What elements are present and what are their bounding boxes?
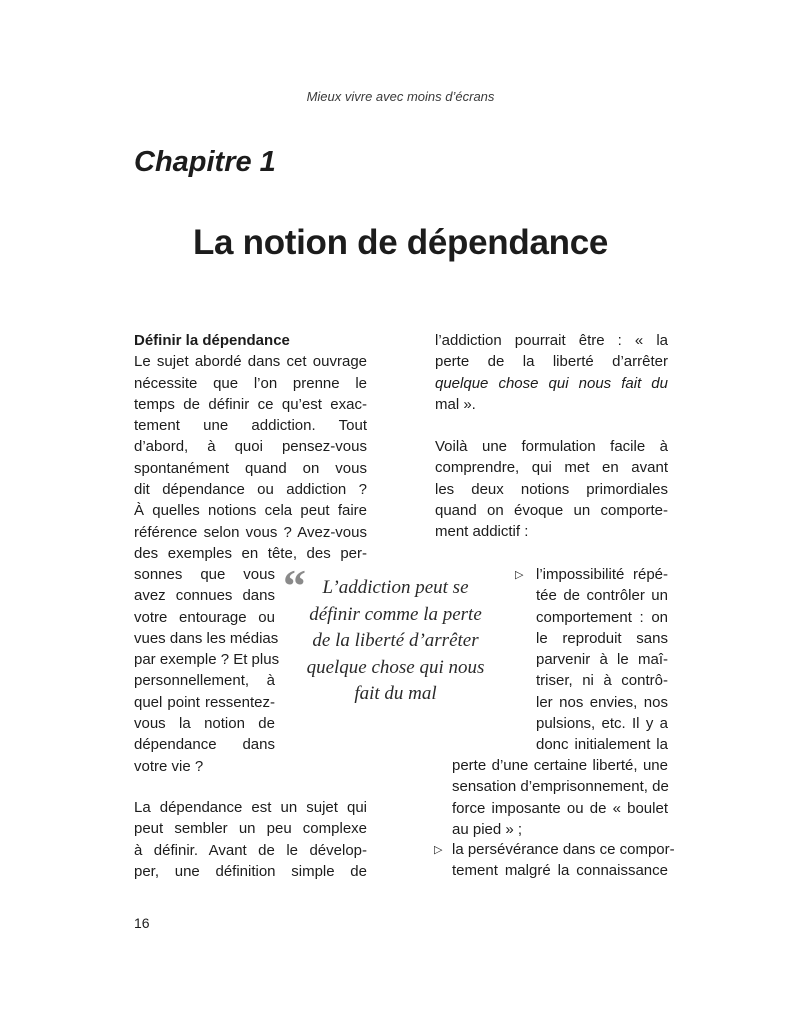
pull-quote-line: quelque chose qui nous xyxy=(306,656,485,678)
chapter-title: La notion de dépendance xyxy=(192,223,609,262)
text-line: votre vie ? xyxy=(134,757,204,775)
text-line: temps de définir ce qu’est exac- xyxy=(134,395,367,413)
pull-quote-line: fait du mal xyxy=(354,683,437,704)
text-line: tement malgré la connaissance xyxy=(452,862,668,880)
text-line: vous la notion de xyxy=(134,715,275,733)
text-line: ler nos envies, nos xyxy=(536,693,668,711)
text-line: Voilà une formulation facile à xyxy=(435,438,668,455)
text-line: À quelles notions cela peut faire xyxy=(134,502,367,520)
text-line: comprendre, qui met en avant xyxy=(435,459,668,477)
text-line: votre entourage ou xyxy=(134,608,275,626)
quote-mark-icon: “ xyxy=(283,560,306,611)
text-line: pulsions, etc. Il y a xyxy=(536,715,668,733)
text-line: triser, ni à contrô- xyxy=(536,672,668,690)
text-line: référence selon vous ? Avez-vous xyxy=(134,523,367,541)
text-line: quelque chose qui nous fait du xyxy=(435,374,668,392)
text-line: par exemple ? Et plus xyxy=(134,651,280,669)
left-column-intro xyxy=(134,330,367,564)
text-line: nécessite que l’on prenne le xyxy=(134,374,367,392)
left-column-wrap xyxy=(134,564,280,777)
text-line: per, une définition simple de xyxy=(134,862,367,880)
pull-quote-line: L’addiction peut se xyxy=(322,577,469,598)
text-line: perte d’une certaine liberté, une xyxy=(452,757,668,774)
chapter-label: Chapitre 1 xyxy=(134,146,276,178)
text-line: spontanément quand on vous xyxy=(134,459,367,477)
text-line: quand on évoque un comporte- xyxy=(435,501,668,519)
text-line: parvenir à le maî- xyxy=(536,651,668,669)
text-line: à définir. Avant de le dévelop- xyxy=(134,841,367,859)
text-line: peut sembler un peu complexe xyxy=(134,820,367,838)
pull-quote xyxy=(283,575,508,708)
text-line: ment addictif : xyxy=(435,523,529,541)
text-line: au pied » ; xyxy=(452,820,523,838)
text-line: comportement : on xyxy=(536,608,668,626)
text-line: La dépendance est un sujet qui xyxy=(134,799,367,816)
right-column-top xyxy=(435,330,668,415)
text-line: tement une addiction. Tout xyxy=(134,417,367,435)
text-line: sensation d’emprisonnement, de xyxy=(452,778,669,796)
running-head: Mieux vivre avec moins d’écrans xyxy=(306,89,495,104)
bullet-item-2 xyxy=(452,839,675,882)
text-line: donc initialement la xyxy=(536,736,668,754)
text-line: personnellement, à xyxy=(134,672,275,690)
text-line: les deux notions primordiales xyxy=(435,480,668,498)
triangle-bullet-icon: ▷ xyxy=(515,569,524,581)
text-line: le reproduit sans xyxy=(536,629,668,647)
text-line: l’addiction pourrait être : « la xyxy=(435,332,668,349)
page-number: 16 xyxy=(134,915,150,931)
pull-quote-line: de la liberté d’arrêter xyxy=(312,630,479,651)
text-line: quel point ressentez- xyxy=(134,693,275,711)
text-line: sonnes que vous xyxy=(134,566,275,583)
right-column-second xyxy=(435,436,668,542)
text-line: mal ». xyxy=(435,395,476,413)
text-line: Le sujet abordé dans cet ouvrage xyxy=(134,353,367,371)
text-line: des exemples en tête, des per- xyxy=(134,544,367,562)
text-line: force imposante ou de « boulet xyxy=(452,799,668,817)
text-line: dit dépendance ou addiction ? xyxy=(134,481,367,499)
text-line: d’abord, à quoi pensez-vous xyxy=(134,438,367,456)
text-line: perte de la liberté d’arrêter xyxy=(435,353,668,371)
text-line: tée de contrôler un xyxy=(536,587,668,605)
left-column-bottom xyxy=(134,797,367,882)
text-line: l’impossibilité répé- xyxy=(536,566,668,583)
text-line: la persévérance dans ce compor- xyxy=(452,841,675,858)
bullet-item-1-continued xyxy=(452,755,668,840)
text-line: vues dans les médias xyxy=(134,629,279,647)
bullet-item-1 xyxy=(536,564,668,756)
pull-quote-line: définir comme la perte xyxy=(309,603,482,625)
triangle-bullet-icon: ▷ xyxy=(434,844,443,856)
text-line: avez connues dans xyxy=(134,587,275,605)
text-line: dépendance dans xyxy=(134,736,275,754)
section-subheading: Définir la dépendance xyxy=(134,332,290,349)
